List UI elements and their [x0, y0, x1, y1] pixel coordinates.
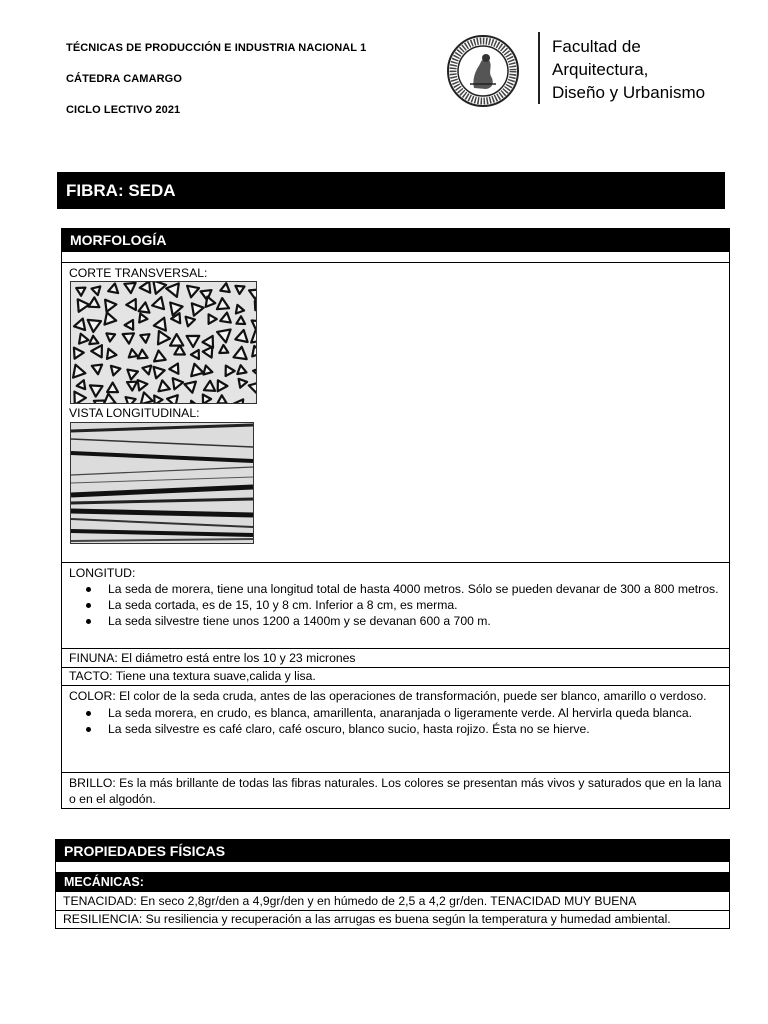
fiber-cross-section-shape: [255, 301, 256, 310]
faculty-name-line-1: Facultad de: [552, 37, 641, 56]
color-item: La seda morera, en crudo, es blanca, amarillenta, anaranjada o ligeramente verde. Al hervirla queda blanca.: [108, 705, 723, 721]
brillo-row: BRILLO: Es la más brillante de todas las fibras naturales. Los colores se presentan más vivos y saturados que en la lana o en el algodón.: [69, 776, 722, 806]
fiber-cross-section-shape: [126, 397, 136, 403]
propiedades-heading: PROPIEDADES FÍSICAS: [56, 840, 729, 862]
longitudinal-micrograph: [70, 422, 254, 544]
university-seal-logo: [446, 34, 520, 108]
longitud-label: LONGITUD:: [69, 566, 136, 580]
color-text: COLOR: El color de la seda cruda, antes de las operaciones de transformación, puede ser blanco, amarillo o verdoso.: [69, 689, 707, 703]
propiedades-spacer-row: [56, 862, 729, 873]
morfologia-heading: MORFOLOGÍA: [62, 229, 729, 252]
tenacidad-row: TENACIDAD: En seco 2,8gr/den a 4,9gr/den y en húmedo de 2,5 a 4,2 gr/den. TENACIDAD MUY BUENA: [56, 892, 729, 911]
faculty-name-line-3: Diseño y Urbanismo: [552, 83, 706, 102]
fiber-title: FIBRA: SEDA: [57, 172, 725, 209]
color-row: [62, 686, 729, 773]
morfologia-section: [61, 228, 730, 809]
longitud-row: [62, 563, 729, 649]
corte-transversal-label: CORTE TRANSVERSAL:: [69, 266, 208, 280]
ciclo-lectivo: CICLO LECTIVO 2021: [66, 104, 181, 116]
images-row: [62, 263, 729, 563]
cross-section-micrograph: [70, 281, 257, 404]
catedra-name: CÁTEDRA CAMARGO: [66, 73, 182, 85]
morfologia-spacer-row: [62, 252, 729, 263]
vista-longitudinal-label: VISTA LONGITUDINAL:: [69, 406, 200, 420]
faculty-name-line-2: Arquitectura,: [552, 60, 649, 79]
color-item: La seda silvestre es café claro, café oscuro, blanco sucio, hasta rojizo. Ésta no se hierve.: [108, 721, 723, 737]
header-divider: [538, 32, 540, 104]
course-title: TÉCNICAS DE PRODUCCIÓN E INDUSTRIA NACIONAL 1: [66, 42, 367, 54]
longitud-item: La seda de morera, tiene una longitud total de hasta 4000 metros. Sólo se pueden devanar de 300 a 800 metros.: [108, 581, 723, 597]
longitud-item: La seda cortada, es de 15, 10 y 8 cm. Inferior a 8 cm, es merma.: [108, 597, 723, 613]
longitud-item: La seda silvestre tiene unos 1200 a 1400m y se devanan 600 a 700 m.: [108, 613, 723, 629]
resiliencia-row: RESILIENCIA: Su resiliencia y recuperación a las arrugas es buena según la temperatura y humedad ambiental.: [63, 912, 671, 926]
finura-row: FINUNA: El diámetro está entre los 10 y 23 micrones: [62, 649, 729, 668]
tacto-row: TACTO: Tiene una textura suave,calida y lisa.: [62, 668, 729, 686]
propiedades-section: [55, 839, 730, 929]
mecanicas-heading: MECÁNICAS:: [56, 873, 729, 892]
